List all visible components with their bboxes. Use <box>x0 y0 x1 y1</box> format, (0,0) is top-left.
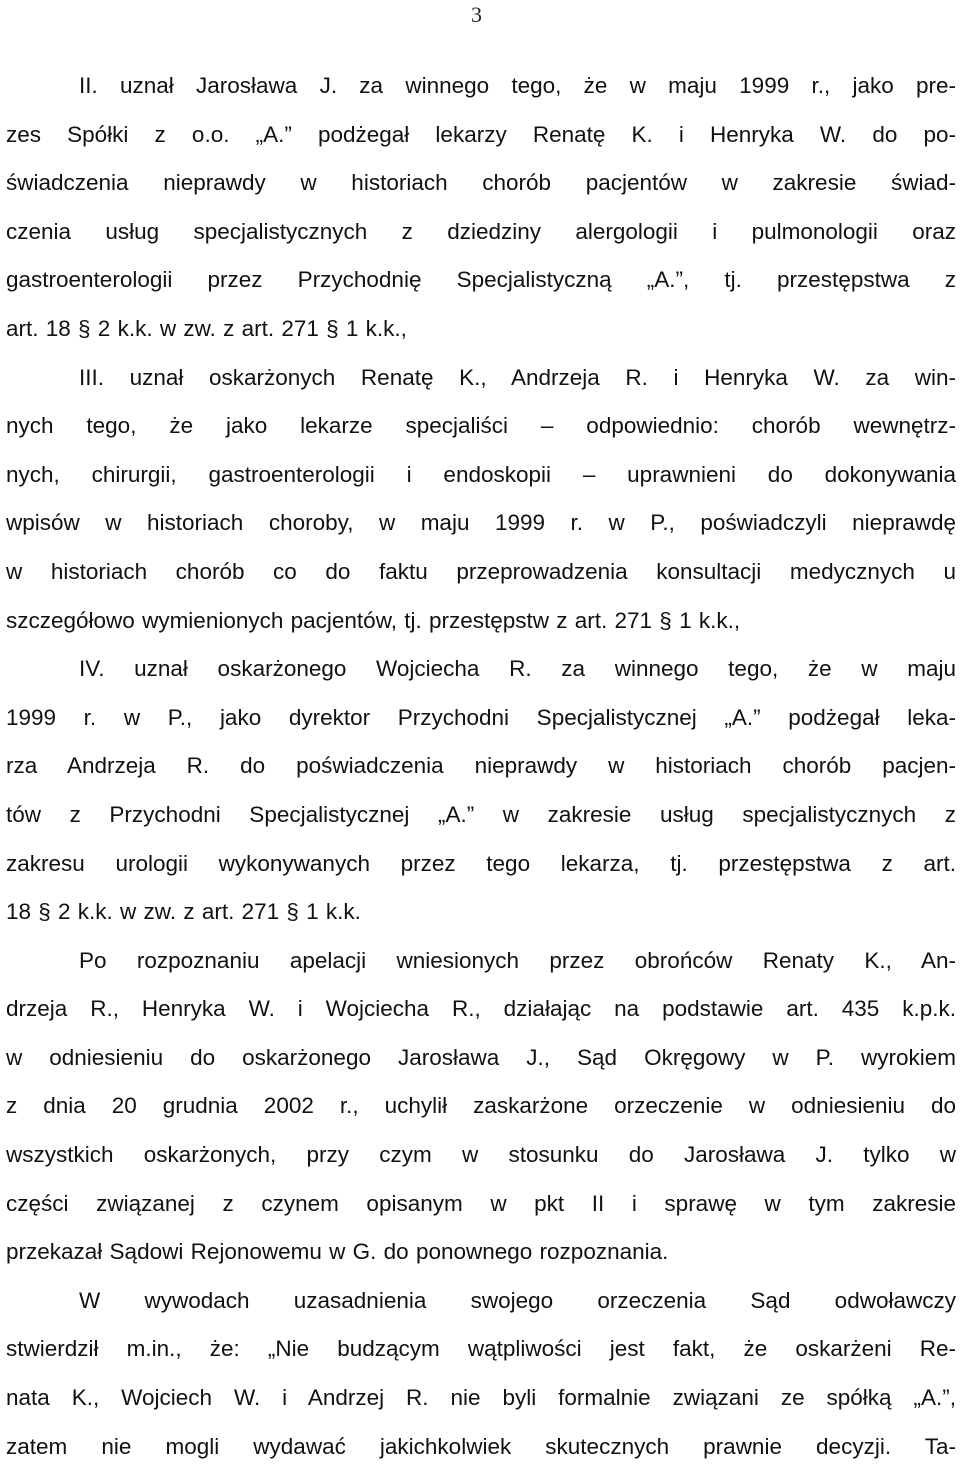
text-line: wszystkich oskarżonych, przy czym w stosunku do Jarosława J. tylko w <box>6 1142 956 1168</box>
text-line: nata K., Wojciech W. i Andrzej R. nie byli formalnie związani ze spółką „A.”, <box>6 1385 956 1411</box>
text-line: świadczenia nieprawdy w historiach chorób pacjentów w zakresie świad- <box>6 170 956 196</box>
text-line: W wywodach uzasadnienia swojego orzeczenia Sąd odwoławczy <box>79 1287 956 1313</box>
text-line: art. 18 § 2 k.k. w zw. z art. 271 § 1 k.k., <box>6 315 407 341</box>
text-line: zakresu urologii wykonywanych przez tego lekarza, tj. przestępstwa z art. <box>6 850 956 876</box>
text-line: czenia usług specjalistycznych z dziedziny alergologii i pulmonologii oraz <box>6 218 956 244</box>
text-line: nych tego, że jako lekarze specjaliści – odpowiednio: chorób wewnętrz- <box>6 413 956 439</box>
text-line: tów z Przychodni Specjalistycznej „A.” w zakresie usług specjalistycznych z <box>6 801 956 827</box>
paragraph-appeal <box>6 937 956 1277</box>
text-line: drzeja R., Henryka W. i Wojciecha R., działając na podstawie art. 435 k.p.k. <box>6 996 956 1022</box>
text-line: szczegółowo wymienionych pacjentów, tj. przestępstw z art. 271 § 1 k.k., <box>6 607 741 633</box>
page-number: 3 <box>471 2 482 27</box>
text-line: stwierdził m.in., że: „Nie budzącym wątpliwości jest fakt, że oskarżeni Re- <box>6 1336 956 1362</box>
text-line: gastroenterologii przez Przychodnię Specjalistyczną „A.”, tj. przestępstwa z <box>6 267 956 293</box>
text-line: Po rozpoznaniu apelacji wniesionych przez obrońców Renaty K., An- <box>79 947 956 973</box>
paragraph-verdict-iii <box>6 354 956 646</box>
text-line: zes Spółki z o.o. „A.” podżegał lekarzy Renatę K. i Henryka W. do po- <box>6 121 956 147</box>
paragraph-reasons <box>6 1277 956 1471</box>
text-line: III. uznał oskarżonych Renatę K., Andrzeja R. i Henryka W. za win- <box>79 364 956 390</box>
text-line: w historiach chorób co do faktu przeprowadzenia konsultacji medycznych u <box>6 558 956 584</box>
text-line: w odniesieniu do oskarżonego Jarosława J., Sąd Okręgowy w P. wyrokiem <box>6 1044 956 1070</box>
text-line: rza Andrzeja R. do poświadczenia nieprawdy w historiach chorób pacjen- <box>6 753 956 779</box>
text-line: 1999 r. w P., jako dyrektor Przychodni Specjalistycznej „A.” podżegał leka- <box>6 704 956 730</box>
text-line: II. uznał Jarosława J. za winnego tego, że w maju 1999 r., jako pre- <box>79 73 956 98</box>
text-line: nych, chirurgii, gastroenterologii i endoskopii – uprawnieni do dokonywania <box>6 461 956 487</box>
text-line: z dnia 20 grudnia 2002 r., uchylił zaskarżone orzeczenie w odniesieniu do <box>6 1093 956 1119</box>
text-line: 18 § 2 k.k. w zw. z art. 271 § 1 k.k. <box>6 899 361 925</box>
paragraph-verdict-iv <box>6 645 956 937</box>
text-line: części związanej z czynem opisanym w pkt II i sprawę w tym zakresie <box>6 1190 956 1216</box>
text-line: przekazał Sądowi Rejonowemu w G. do ponownego rozpoznania. <box>6 1239 669 1265</box>
text-line: zatem nie mogli wydawać jakichkolwiek skutecznych prawnie decyzji. Ta- <box>6 1433 956 1459</box>
paragraph-verdict-ii <box>6 62 956 354</box>
document-body <box>6 62 956 1471</box>
text-line: IV. uznał oskarżonego Wojciecha R. za winnego tego, że w maju <box>79 656 956 682</box>
text-line: wpisów w historiach choroby, w maju 1999 r. w P., poświadczyli nieprawdę <box>6 510 956 536</box>
